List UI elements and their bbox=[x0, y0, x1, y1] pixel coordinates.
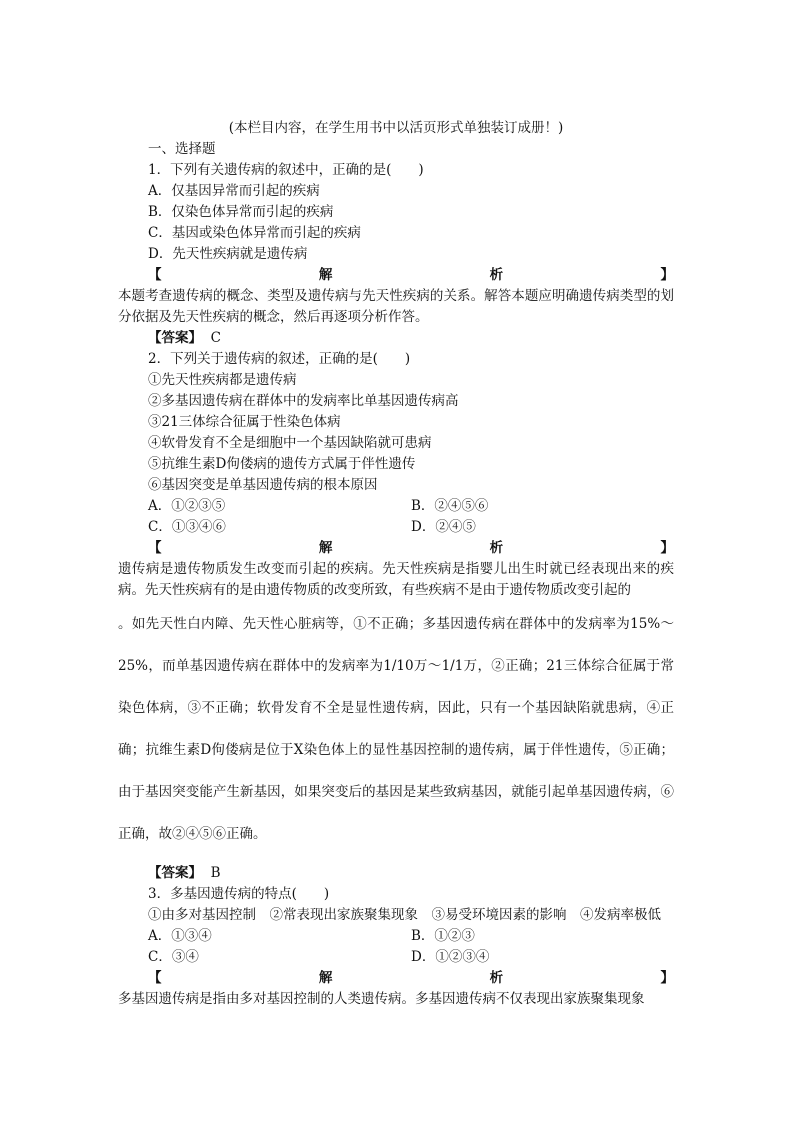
analysis-char-1: 解 bbox=[318, 540, 333, 556]
q1-option-c: C．基因或染色体异常而引起的疾病 bbox=[148, 225, 361, 241]
q3-options-row-2 bbox=[118, 947, 674, 968]
q3-options-row-1 bbox=[118, 926, 674, 947]
bracket-close: 】 bbox=[660, 267, 674, 283]
q1-analysis-heading bbox=[118, 265, 674, 286]
q1-answer bbox=[118, 328, 674, 349]
answer-label: 【答案】 bbox=[148, 865, 202, 881]
q3-stem: 3．多基因遗传病的特点( ) bbox=[148, 886, 330, 902]
q1-answer-value: C bbox=[210, 330, 221, 346]
analysis-char-2: 析 bbox=[489, 970, 504, 986]
analysis-char-2: 析 bbox=[489, 540, 504, 556]
q2-option-c: C．①③④⑥ bbox=[148, 519, 226, 535]
q1-option-a: A．仅基因异常而引起的疾病 bbox=[148, 183, 320, 199]
q2-answer bbox=[118, 863, 674, 884]
bracket-close: 】 bbox=[660, 540, 674, 556]
q3-analysis-heading bbox=[118, 968, 674, 989]
q2-item-2: ②多基因遗传病在群体中的发病率比单基因遗传病高 bbox=[148, 393, 459, 409]
q3-option-b: B．①②③ bbox=[411, 928, 475, 944]
q2-analysis-text-a: 遗传病是遗传物质发生改变而引起的疾病。先天性疾病是指婴儿出生时就已经表现出来的疾病。先天性疾病有的是由遗传物质的改变所致，有些疾病不是由于遗传物质改变引起的 bbox=[118, 561, 674, 598]
analysis-char-1: 解 bbox=[318, 970, 333, 986]
q2-option-b: B．②④⑤⑥ bbox=[411, 498, 489, 514]
q3-option-a: A．①③④ bbox=[148, 928, 212, 944]
bracket-close: 】 bbox=[660, 970, 674, 986]
q2-item-4: ④软骨发育不全是细胞中一个基因缺陷就可患病 bbox=[148, 435, 432, 451]
q1-stem: 1．下列有关遗传病的叙述中，正确的是( ) bbox=[148, 162, 424, 178]
q2-item-6: ⑥基因突变是单基因遗传病的根本原因 bbox=[148, 477, 378, 493]
analysis-char-2: 析 bbox=[489, 267, 504, 283]
section-title: 一、选择题 bbox=[148, 141, 216, 157]
answer-label: 【答案】 bbox=[148, 330, 202, 346]
q3-option-d: D．①②③④ bbox=[411, 949, 490, 965]
q2-options-row-2 bbox=[118, 517, 674, 538]
q2-item-3: ③21三体综合征属于性染色体病 bbox=[148, 414, 341, 430]
q2-analysis-heading bbox=[118, 538, 674, 559]
q2-stem: 2．下列关于遗传病的叙述，正确的是( ) bbox=[148, 351, 411, 367]
q2-item-1: ①先天性疾病都是遗传病 bbox=[148, 372, 297, 388]
document-page bbox=[118, 118, 674, 1010]
q1-analysis-text: 本题考查遗传病的概念、类型及遗传病与先天性疾病的关系。解答本题应明确遗传病类型的划分依据及先天性疾病的概念，然后再逐项分析作答。 bbox=[118, 288, 674, 325]
q3-analysis-text: 多基因遗传病是指由多对基因控制的人类遗传病。多基因遗传病不仅表现出家族聚集现象 bbox=[118, 991, 645, 1007]
header-note: (本栏目内容，在学生用书中以活页形式单独装订成册！) bbox=[228, 120, 564, 136]
analysis-char-1: 解 bbox=[318, 267, 333, 283]
q2-answer-value: B bbox=[210, 865, 221, 881]
q1-option-b: B．仅染色体异常而引起的疾病 bbox=[148, 204, 334, 220]
bracket-open: 【 bbox=[148, 267, 162, 283]
q2-analysis-text-b: 。如先天性白内障、先天性心脏病等，①不正确；多基因遗传病在群体中的发病率为15%～25%，而单基因遗传病在群体中的发病率为1/10万～1/1万，②正确；21三体综合征属于常染色体病，③不正确；软骨发育不全是显性遗传病，因此，只有一个基因缺陷就患病，④正确；抗维生素D佝偻病是位于X染色体上的显性基因控制的遗传病，属于伴性遗传，⑤正确；由于基因突变能产生新基因，如果突变后的基因是某些致病基因，就能引起单基因遗传病，⑥正确，故②④⑤⑥正确。 bbox=[118, 616, 674, 842]
q2-options-row-1 bbox=[118, 496, 674, 517]
bracket-open: 【 bbox=[148, 970, 162, 986]
q3-items: ①由多对基因控制 ②常表现出家族聚集现象 ③易受环境因素的影响 ④发病率极低 bbox=[148, 907, 661, 923]
q2-option-a: A．①②③⑤ bbox=[148, 498, 226, 514]
q2-option-d: D．②④⑤ bbox=[411, 519, 476, 535]
q1-option-d: D．先天性疾病就是遗传病 bbox=[148, 246, 308, 262]
q3-option-c: C．③④ bbox=[148, 949, 199, 965]
bracket-open: 【 bbox=[148, 540, 162, 556]
q2-item-5: ⑤抗维生素D佝偻病的遗传方式属于伴性遗传 bbox=[148, 456, 416, 472]
